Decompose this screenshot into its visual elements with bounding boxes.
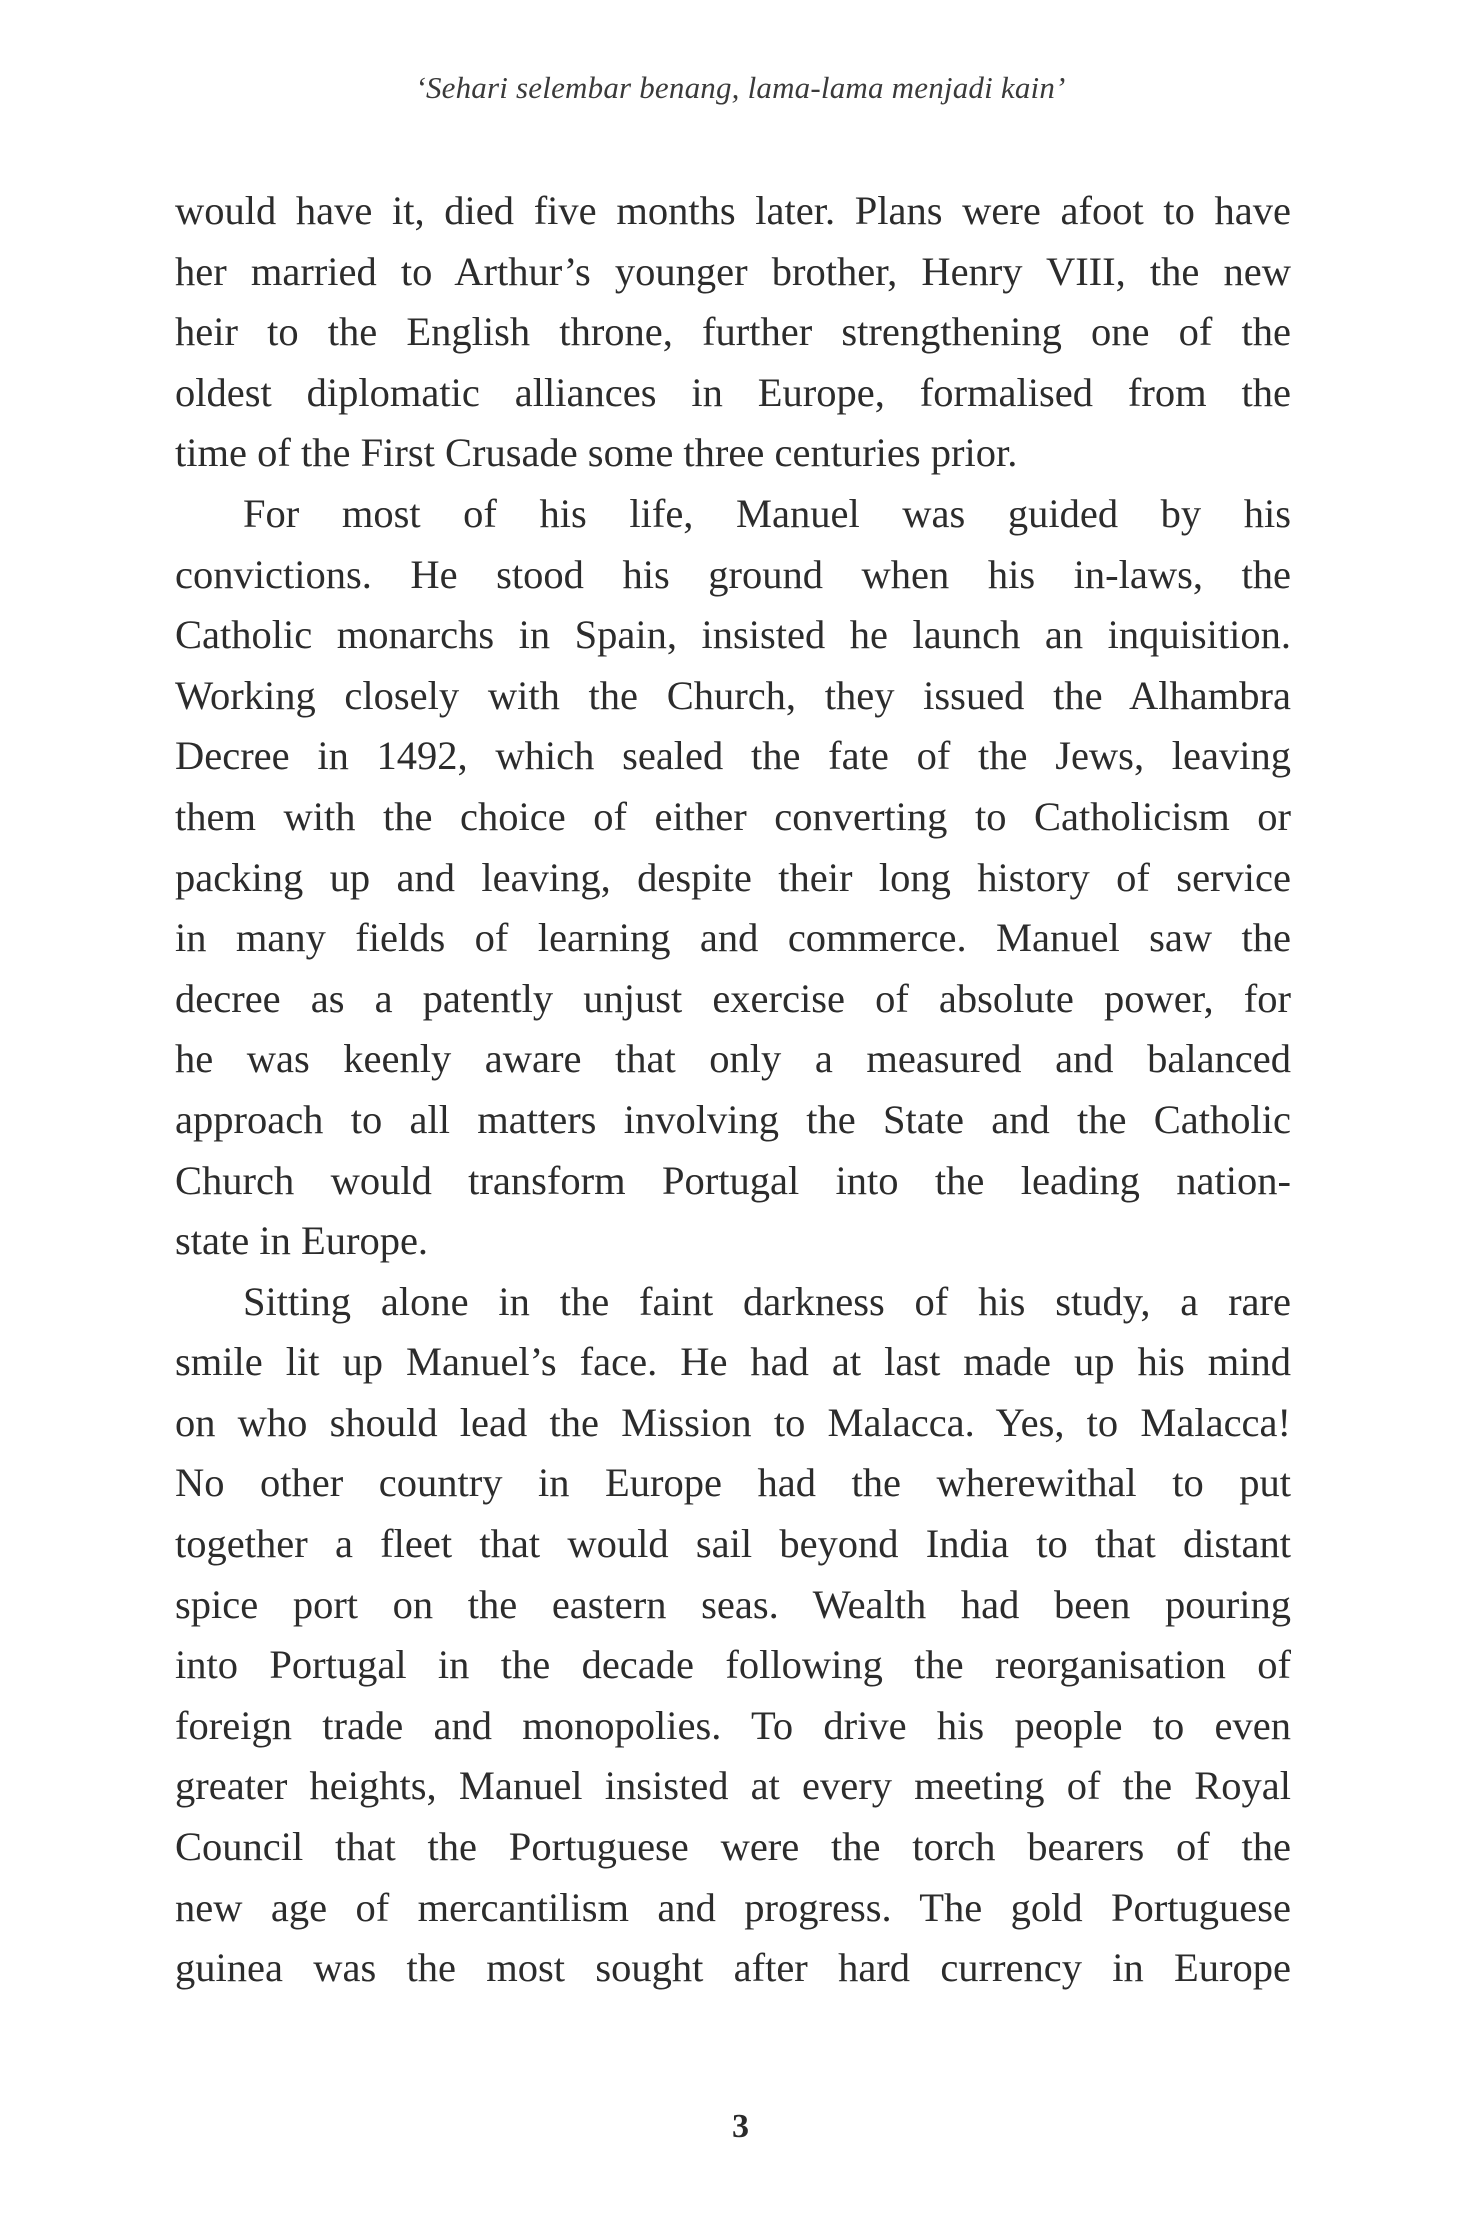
text-line: convictions. He stood his ground when his in-laws, the	[175, 551, 1291, 597]
text-line: For most of his life, Manuel was guided by his	[243, 490, 1291, 536]
text-line: new age of mercantilism and progress. The gold Portuguese	[175, 1884, 1291, 1930]
page-number: 3	[732, 2108, 749, 2145]
text-line: Sitting alone in the faint darkness of his study, a rare	[243, 1278, 1291, 1324]
text-line: would have it, died five months later. Plans were afoot to have	[175, 188, 1291, 233]
text-line: Church would transform Portugal into the leading nation-	[175, 1157, 1291, 1203]
text-line: decree as a patently unjust exercise of absolute power, for	[175, 975, 1291, 1021]
text-line: Catholic monarchs in Spain, insisted he launch an inquisition.	[175, 612, 1291, 658]
text-line: greater heights, Manuel insisted at every meeting of the Royal	[175, 1763, 1291, 1809]
paragraph-3	[175, 1272, 1291, 1999]
text-line: packing up and leaving, despite their long history of service	[175, 854, 1291, 900]
text-line: time of the First Crusade some three centuries prior.	[175, 430, 1018, 476]
body-text	[175, 181, 1291, 1999]
text-line: No other country in Europe had the wherewithal to put	[175, 1460, 1291, 1506]
text-line: foreign trade and monopolies. To drive his people to even	[175, 1702, 1291, 1748]
text-line: heir to the English throne, further strengthening one of the	[175, 309, 1291, 355]
text-line: smile lit up Manuel’s face. He had at last made up his mind	[175, 1339, 1291, 1385]
text-line: Decree in 1492, which sealed the fate of the Jews, leaving	[175, 733, 1291, 779]
text-line: together a fleet that would sail beyond India to that distant	[175, 1521, 1291, 1567]
text-line: guinea was the most sought after hard currency in Europe	[175, 1945, 1291, 1991]
text-line: approach to all matters involving the State and the Catholic	[175, 1096, 1291, 1142]
text-line: oldest diplomatic alliances in Europe, formalised from the	[175, 369, 1291, 415]
text-line: her married to Arthur’s younger brother, Henry VIII, the new	[175, 248, 1291, 294]
text-line: state in Europe.	[175, 1218, 429, 1264]
paragraph-2	[175, 484, 1291, 1272]
running-header-title: ‘Sehari selembar benang, lama-lama menjadi kain’	[415, 70, 1066, 105]
text-line: them with the choice of either converting to Catholicism or	[175, 793, 1291, 839]
paragraph-1	[175, 181, 1291, 484]
text-line: into Portugal in the decade following the reorganisation of	[175, 1642, 1291, 1688]
text-line: on who should lead the Mission to Malacca. Yes, to Malacca!	[175, 1399, 1291, 1445]
text-line: spice port on the eastern seas. Wealth had been pouring	[175, 1581, 1291, 1627]
text-line: Council that the Portuguese were the torch bearers of the	[175, 1824, 1291, 1870]
text-line: he was keenly aware that only a measured and balanced	[175, 1036, 1291, 1082]
text-line: in many fields of learning and commerce. Manuel saw the	[175, 915, 1291, 961]
text-line: Working closely with the Church, they issued the Alhambra	[175, 672, 1291, 718]
